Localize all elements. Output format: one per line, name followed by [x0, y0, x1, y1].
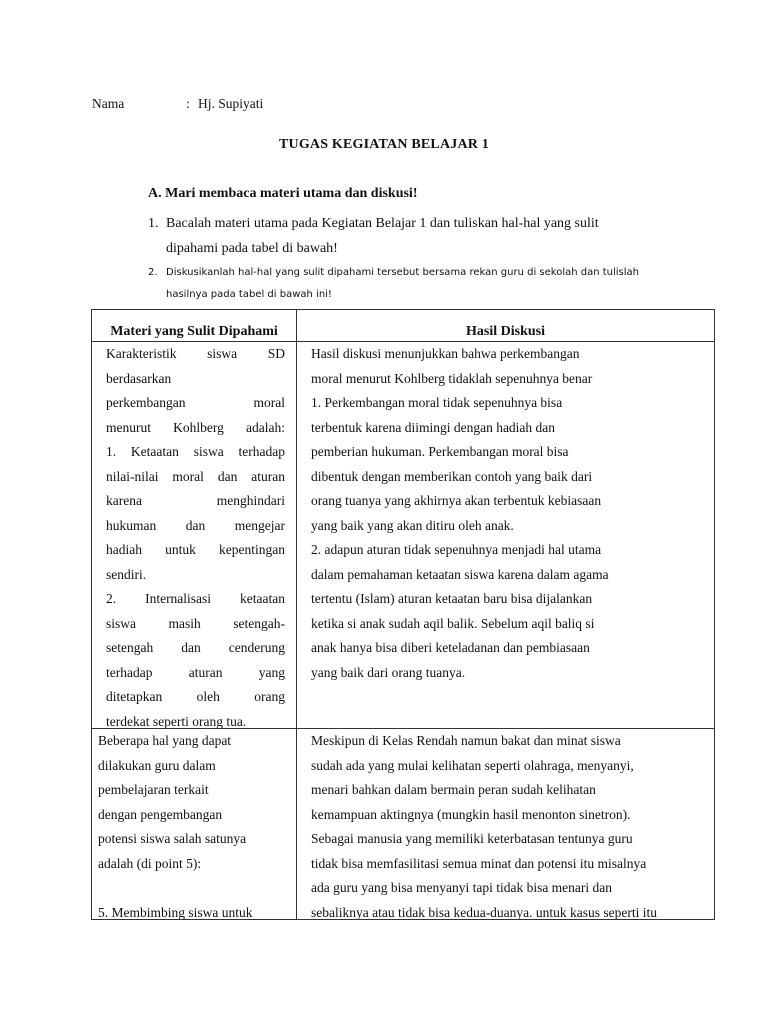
nama-value: Hj. Supiyati [198, 96, 264, 111]
cell-text-line: sendiri. [106, 566, 147, 582]
cell-text-line: sebaliknya atau tidak bisa kedua-duanya. untuk kasus seperti itu [311, 904, 658, 919]
cell-text-line: dalam pemahaman ketaatan siswa karena dalam agama [311, 566, 609, 582]
cell-text-line: 1. Ketaatan siswa terhadap [106, 444, 285, 459]
cell-text-line: dengan pengembangan [98, 806, 223, 822]
cell-text-line: setengah dan cenderung [106, 640, 285, 655]
cell-text-line: Hasil diskusi menunjukkan bahwa perkembangan [311, 346, 580, 361]
cell-text-line: hukuman dan mengejar [106, 517, 285, 533]
row1-materi-cell [92, 342, 297, 729]
cell-text-line: 5. Membimbing siswa untuk [98, 904, 253, 919]
row1-hasil-cell [297, 342, 715, 729]
cell-text-line: 2. adapun aturan tidak sepenuhnya menjadi hal utama [311, 542, 602, 557]
cell-text-line: Meskipun di Kelas Rendah namun bakat dan minat siswa [311, 733, 621, 748]
cell-text-line: yang baik yang akan ditiru oleh anak. [311, 517, 514, 533]
discussion-table [91, 309, 715, 920]
cell-text-line [98, 876, 285, 901]
instruction-2-line-1: Diskusikanlah hal-hal yang sulit dipahami tersebut bersama rekan guru di sekolah dan tulislah [166, 267, 640, 278]
cell-text-line: pembelajaran terkait [98, 782, 209, 797]
nama-separator: : [186, 96, 190, 111]
cell-text-line: karena menghindari [106, 493, 285, 508]
cell-text-line: nilai-nilai moral dan aturan [106, 468, 285, 484]
cell-text-line: Beberapa hal yang dapat [98, 733, 232, 748]
row2-hasil-cell [297, 729, 715, 920]
cell-text-line: Karakteristik siswa SD [106, 346, 285, 361]
document-title: TUGAS KEGIATAN BELAJAR 1 [278, 137, 490, 152]
cell-text-line: berdasarkan [106, 370, 172, 386]
cell-text-line: anak hanya bisa diberi keteladanan dan pembiasaan [311, 640, 590, 655]
cell-text-line: menari bahkan dalam bermain peran sudah kelihatan [311, 782, 596, 797]
cell-text-line: moral menurut Kohlberg tidaklah sepenuhnya benar [311, 370, 593, 386]
cell-text-line: kemampuan aktingnya (mungkin hasil menonton sinetron). [311, 806, 631, 822]
cell-text-line: menurut Kohlberg adalah: [106, 419, 285, 435]
row2-materi-cell [92, 729, 297, 920]
cell-text-line: adalah (di point 5): [98, 855, 202, 871]
instruction-1-line-1: Bacalah materi utama pada Kegiatan Belajar 1 dan tuliskan hal-hal yang sulit [166, 216, 599, 231]
cell-text-line: ada guru yang bisa menyanyi tapi tidak bisa menari dan [311, 880, 613, 895]
cell-text-line: Sebagai manusia yang memiliki keterbatasan tentunya guru [311, 831, 633, 846]
cell-text-line: terdekat seperti orang tua. [106, 713, 247, 728]
cell-text-line: dibentuk dengan memberikan contoh yang baik dari [311, 468, 593, 484]
instruction-2-line-2: hasilnya pada tabel di bawah ini! [166, 289, 332, 300]
cell-text-line: orang tuanya yang akhirnya akan terbentuk kebiasaan [311, 493, 602, 508]
header-materi: Materi yang Sulit Dipahami [92, 310, 297, 342]
cell-text-line: siswa masih setengah- [106, 615, 285, 631]
cell-text-line: 2. Internalisasi ketaatan [106, 591, 285, 606]
header-hasil-diskusi: Hasil Diskusi [297, 310, 715, 342]
table-row [92, 342, 715, 729]
cell-text-line: sudah ada yang mulai kelihatan seperti olahraga, menyanyi, [311, 757, 634, 773]
cell-text-line: potensi siswa salah satunya [98, 831, 247, 846]
cell-text-line: ketika si anak sudah aqil balik. Sebelum aqil baliq si [311, 615, 595, 631]
instruction-1-line-2: dipahami pada tabel di bawah! [166, 241, 338, 256]
cell-text-line: hadiah untuk kepentingan [106, 542, 285, 557]
instruction-2-number: 2. [148, 267, 158, 278]
cell-text-line: tidak bisa memfasilitasi semua minat dan potensi itu misalnya [311, 855, 647, 871]
cell-text-line: tertentu (Islam) aturan ketaatan baru bisa dijalankan [311, 591, 593, 606]
table-header-row [92, 310, 715, 342]
nama-label: Nama [92, 96, 125, 111]
cell-text-line: terbentuk karena diimingi dengan hadiah dan [311, 419, 556, 435]
cell-text-line: pemberian hukuman. Perkembangan moral bisa [311, 444, 569, 459]
table-row [92, 729, 715, 920]
section-a-heading: A. Mari membaca materi utama dan diskusi! [148, 186, 418, 201]
cell-text-line: yang baik dari orang tuanya. [311, 664, 466, 680]
instruction-1-number: 1. [148, 216, 159, 231]
cell-text-line: perkembangan moral [106, 395, 285, 410]
cell-text-line: 1. Perkembangan moral tidak sepenuhnya bisa [311, 395, 563, 410]
cell-text-line: dilakukan guru dalam [98, 757, 216, 773]
cell-text-line: terhadap aturan yang [106, 664, 285, 680]
cell-text-line: ditetapkan oleh orang [106, 689, 285, 704]
